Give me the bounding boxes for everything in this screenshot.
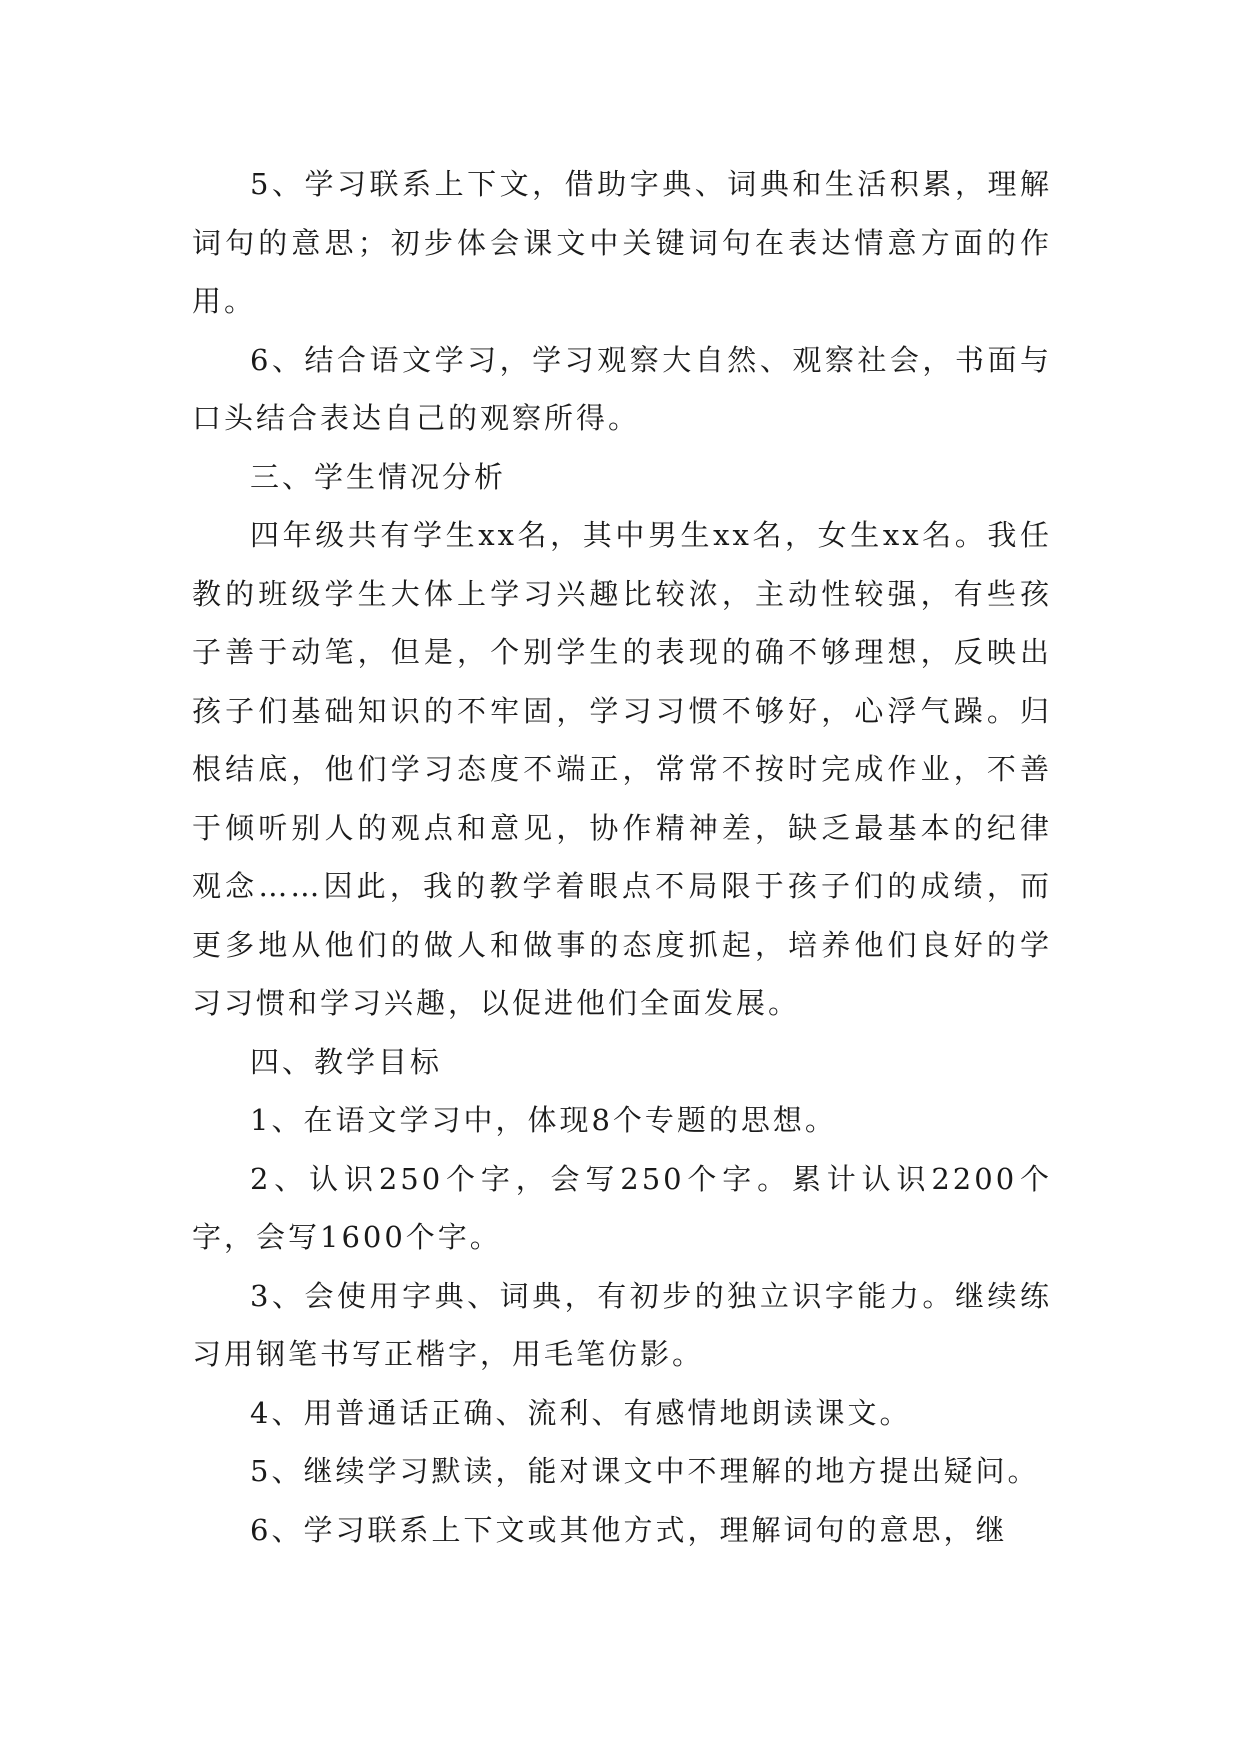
document-body <box>192 155 1052 1559</box>
paragraph-goal-6-observation: 6、结合语文学习，学习观察大自然、观察社会，书面与口头结合表达自己的观察所得。 <box>192 342 1052 435</box>
list-item-goal-6: 6、学习联系上下文或其他方式，理解词句的意思，继 <box>250 1512 1008 1547</box>
list-item-goal-3: 3、会使用字典、词典，有初步的独立识字能力。继续练习用钢笔书写正楷字，用毛笔仿影。 <box>192 1278 1052 1371</box>
paragraph-goal-5-context: 5、学习联系上下文，借助字典、词典和生活积累，理解词句的意思；初步体会课文中关键词句在表达情意方面的作用。 <box>192 167 1052 318</box>
list-item-goal-1: 1、在语文学习中，体现8个专题的思想。 <box>250 1103 837 1137</box>
section-heading-teaching-goals: 四、教学目标 <box>250 1044 443 1079</box>
list-item-goal-4: 4、用普通话正确、流利、有感情地朗读课文。 <box>250 1395 912 1430</box>
section-heading-student-analysis: 三、学生情况分析 <box>250 459 507 494</box>
list-item-goal-2: 2、认识250个字，会写250个字。累计认识2200个字，会写1600个字。 <box>192 1161 1052 1254</box>
list-item-goal-5: 5、继续学习默读，能对课文中不理解的地方提出疑问。 <box>250 1454 1040 1488</box>
paragraph-student-analysis: 四年级共有学生xx名，其中男生xx名，女生xx名。我任教的班级学生大体上学习兴趣比较浓，主动性较强，有些孩子善于动笔，但是，个别学生的表现的确不够理想，反映出孩子们基础知识的不牢固，学习习惯不够好，心浮气躁。归根结底，他们学习态度不端正，常常不按时完成作业，不善于倾听别人的观点和意见，协作精神差，缺乏最基本的纪律观念……因此，我的教学着眼点不局限于孩子们的成绩，而更多地从他们的做人和做事的态度抓起，培养他们良好的学习习惯和学习兴趣，以促进他们全面发展。 <box>192 518 1052 1020</box>
